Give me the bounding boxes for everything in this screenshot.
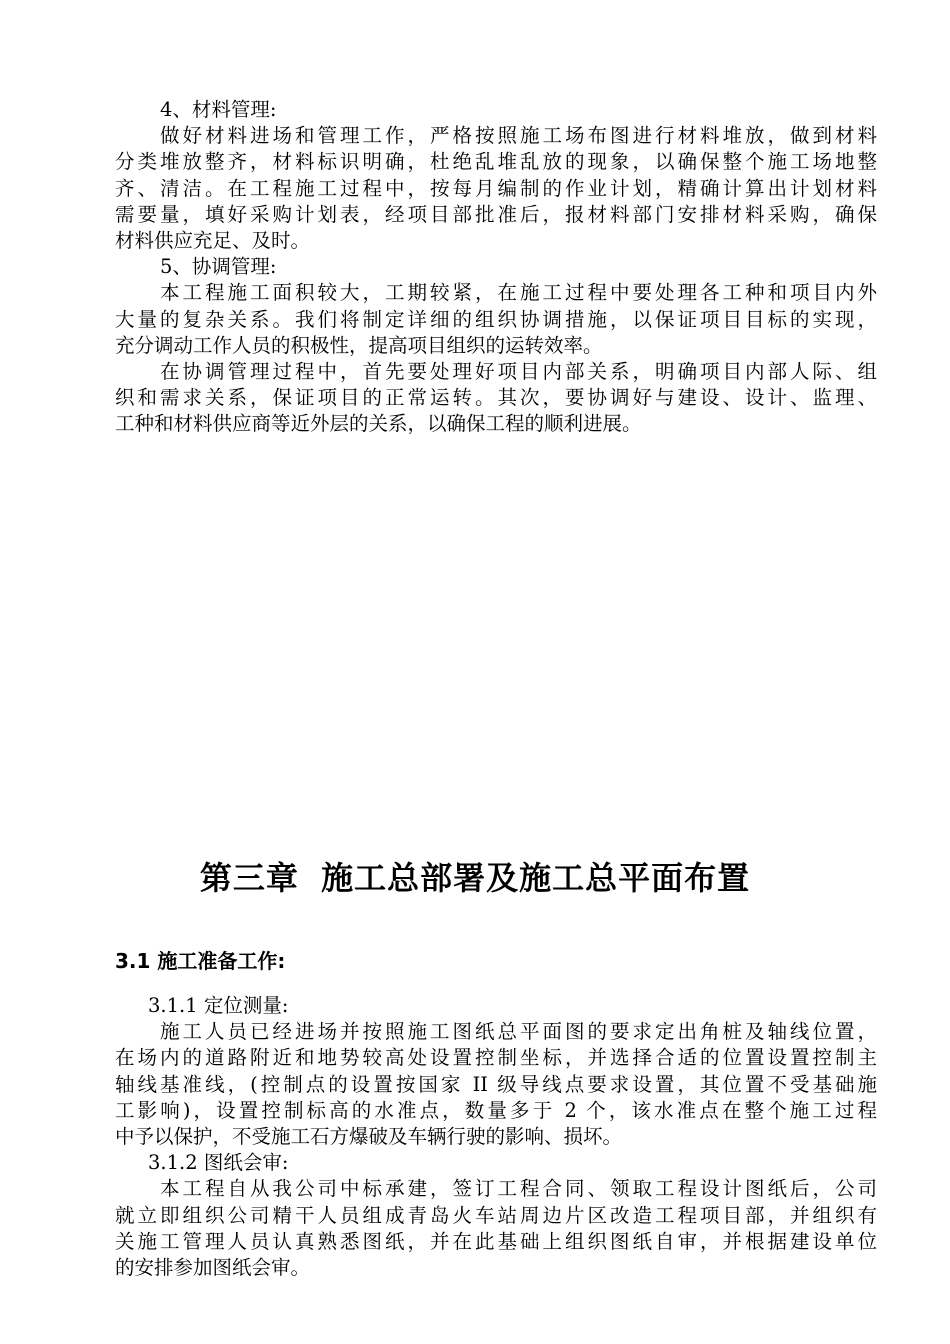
paragraph-line: 齐、清洁。在工程施工过程中，按每月编制的作业计划，精确计算出计划材料 <box>115 176 877 200</box>
paragraph-line: 的安排参加图纸会审。 <box>115 1255 311 1279</box>
section-material-management <box>115 97 877 437</box>
chapter-title: 第三章 施工总部署及施工总平面布置 <box>199 859 751 897</box>
subsection-heading: 3.1.2 图纸会审: <box>148 1151 289 1175</box>
paragraph-line: 充分调动工作人员的积极性，提高项目组织的运转效率。 <box>115 333 603 357</box>
section-preparation-content <box>115 993 877 1281</box>
paragraph-line: 本工程施工面积较大，工期较紧，在施工过程中要处理各工种和项目内外 <box>160 281 877 305</box>
paragraph-line: 大量的复杂关系。我们将制定详细的组织协调措施，以保证项目目标的实现， <box>115 307 877 331</box>
paragraph-line: 织和需求关系，保证项目的正常运转。其次，要协调好与建设、设计、监理、 <box>115 386 877 410</box>
paragraph-line: 工影响)，设置控制标高的水准点，数量多于 2 个，该水准点在整个施工过程 <box>115 1098 877 1122</box>
paragraph-line: 施工人员已经进场并按照施工图纸总平面图的要求定出角桩及轴线位置， <box>160 1020 877 1044</box>
subsection-heading: 3.1.1 定位测量: <box>148 994 289 1017</box>
section-title: 3.1 施工准备工作: <box>115 949 286 973</box>
paragraph-line: 关施工管理人员认真熟悉图纸，并在此基础上组织图纸自审，并根据建设单位 <box>115 1229 877 1253</box>
paragraph-line: 在协调管理过程中，首先要处理好项目内部关系，明确项目内部人际、组 <box>160 359 877 383</box>
paragraph-line: 在场内的道路附近和地势较高处设置控制坐标，并选择合适的位置设置控制主 <box>115 1046 877 1070</box>
paragraph-line: 需要量，填好采购计划表，经项目部批准后，报材料部门安排材料采购，确保 <box>115 202 877 226</box>
paragraph-line: 本工程自从我公司中标承建，签订工程合同、领取工程设计图纸后，公司 <box>160 1177 877 1201</box>
paragraph-line: 工种和材料供应商等近外层的关系，以确保工程的顺利进展。 <box>115 412 642 436</box>
section-heading: 5、协调管理: <box>160 255 277 279</box>
paragraph-line: 材料供应充足、及时。 <box>115 228 311 252</box>
paragraph-line: 轴线基准线，(控制点的设置按国家 II 级导线点要求设置，其位置不受基础施 <box>115 1072 877 1096</box>
paragraph-line: 分类堆放整齐，材料标识明确，杜绝乱堆乱放的现象，以确保整个施工场地整 <box>115 150 877 174</box>
paragraph-line: 就立即组织公司精干人员组成青岛火车站周边片区改造工程项目部，并组织有 <box>115 1203 877 1227</box>
section-heading: 4、材料管理: <box>160 98 277 121</box>
paragraph-line: 做好材料进场和管理工作，严格按照施工场布图进行材料堆放，做到材料 <box>160 124 877 148</box>
paragraph-line: 中予以保护，不受施工石方爆破及车辆行驶的影响、损坏。 <box>115 1124 623 1148</box>
